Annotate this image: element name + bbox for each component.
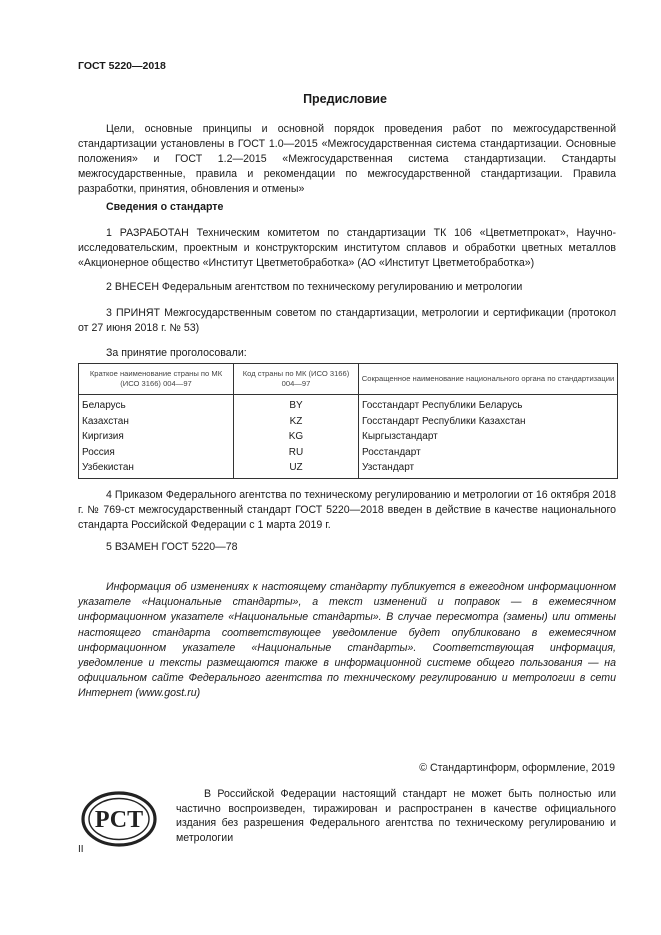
item-developed-text: 1 РАЗРАБОТАН Техническим комитетом по стандартизации ТК 106 «Цветметпрокат», Научно-исследовательским, проектным и конструкторским институтом сплавов и обработки цветных металлов «Акционерное общество «Институт Цветметобработка» (АО «Институт Цветметобработка») bbox=[78, 227, 616, 269]
intro-paragraph bbox=[78, 122, 616, 197]
item-introduced bbox=[78, 280, 616, 295]
standard-info-heading: Сведения о стандарте bbox=[106, 201, 224, 213]
table-row bbox=[79, 414, 618, 430]
table-row bbox=[79, 445, 618, 461]
code-cell: UZ bbox=[234, 460, 359, 478]
voting-table bbox=[78, 363, 618, 479]
country-cell: Узбекистан bbox=[79, 460, 234, 478]
code-cell: KG bbox=[234, 429, 359, 445]
copyright-line: © Стандартинформ, оформление, 2019 bbox=[419, 762, 615, 774]
column-header-body: Сокращенное наименование национального органа по стандартизации bbox=[359, 364, 618, 395]
table-row bbox=[79, 460, 618, 478]
document-header: ГОСТ 5220—2018 bbox=[78, 60, 166, 72]
voting-table-header-row bbox=[79, 364, 618, 395]
body-cell: Узстандарт bbox=[359, 460, 618, 478]
table-row bbox=[79, 395, 618, 414]
country-cell: Киргизия bbox=[79, 429, 234, 445]
item-enacted-text: 4 Приказом Федерального агентства по техническому регулированию и метрологии от 16 октября 2018 г. № 769-ст межгосударственный стандарт ГОСТ 5220—2018 введен в действие в качестве национального стандарта Российской Федерации с 1 марта 2019 г. bbox=[78, 489, 616, 531]
country-cell: Казахстан bbox=[79, 414, 234, 430]
item-adopted-text: 3 ПРИНЯТ Межгосударственным советом по стандартизации, метрологии и сертификации (протокол от 27 июня 2018 г. № 53) bbox=[78, 307, 616, 334]
info-notice-text: Информация об изменениях к настоящему стандарту публикуется в ежегодном информационном указателе «Национальные стандарты», а текст изменений и поправок — в ежемесячном информационном указателе «Национальные стандарты». В случае пересмотра (замены) или отмены настоящего стандарта соответствующее уведомление будет опубликовано в ежемесячном информационном указателе «Национальные стандарты». Соответствующая информация, уведомление и тексты размещаются также в информационной системе общего пользования — на официальном сайте Федерального агентства по техническому регулированию и метрологии в сети Интернет (www.gost.ru) bbox=[78, 581, 616, 700]
body-cell: Росстандарт bbox=[359, 445, 618, 461]
body-cell: Кыргызстандарт bbox=[359, 429, 618, 445]
code-cell: BY bbox=[234, 395, 359, 414]
logo-text: РСТ bbox=[94, 807, 144, 833]
code-cell: RU bbox=[234, 445, 359, 461]
item-developed bbox=[78, 226, 616, 271]
info-notice bbox=[78, 580, 616, 702]
code-cell: KZ bbox=[234, 414, 359, 430]
item-enacted bbox=[78, 488, 616, 533]
rst-logo-icon bbox=[80, 790, 158, 853]
item-introduced-text: 2 ВНЕСЕН Федеральным агентством по техническому регулированию и метрологии bbox=[106, 281, 523, 293]
body-cell: Госстандарт Республики Казахстан bbox=[359, 414, 618, 430]
country-cell: Беларусь bbox=[79, 395, 234, 414]
rights-notice bbox=[176, 787, 616, 845]
table-row bbox=[79, 429, 618, 445]
page-number: II bbox=[78, 844, 84, 855]
item-replaces: 5 ВЗАМЕН ГОСТ 5220—78 bbox=[106, 541, 238, 553]
intro-text: Цели, основные принципы и основной порядок проведения работ по межгосударственной стандартизации установлены в ГОСТ 1.0—2015 «Межгосударственная система стандартизации. Основные положения» и ГОСТ 1.2—2015 «Межгосударственная система стандартизации. Стандарты межгосударственные, правила и рекомендации по межгосударственной стандартизации. Правила разработки, принятия, обновления и отмены» bbox=[78, 123, 616, 195]
page-title: Предисловие bbox=[303, 92, 387, 106]
body-cell: Госстандарт Республики Беларусь bbox=[359, 395, 618, 414]
rights-notice-text: В Российской Федерации настоящий стандарт не может быть полностью или частично воспроизведен, тиражирован и распространен в качестве официального издания без разрешения Федерального агентства по техническому регулированию и метрологии bbox=[176, 788, 616, 844]
column-header-country: Краткое наименование страны по МК (ИСО 3166) 004—97 bbox=[79, 364, 234, 395]
item-adopted bbox=[78, 306, 616, 336]
voted-label: За принятие проголосовали: bbox=[106, 347, 247, 359]
column-header-code: Код страны по МК (ИСО 3166) 004—97 bbox=[234, 364, 359, 395]
country-cell: Россия bbox=[79, 445, 234, 461]
